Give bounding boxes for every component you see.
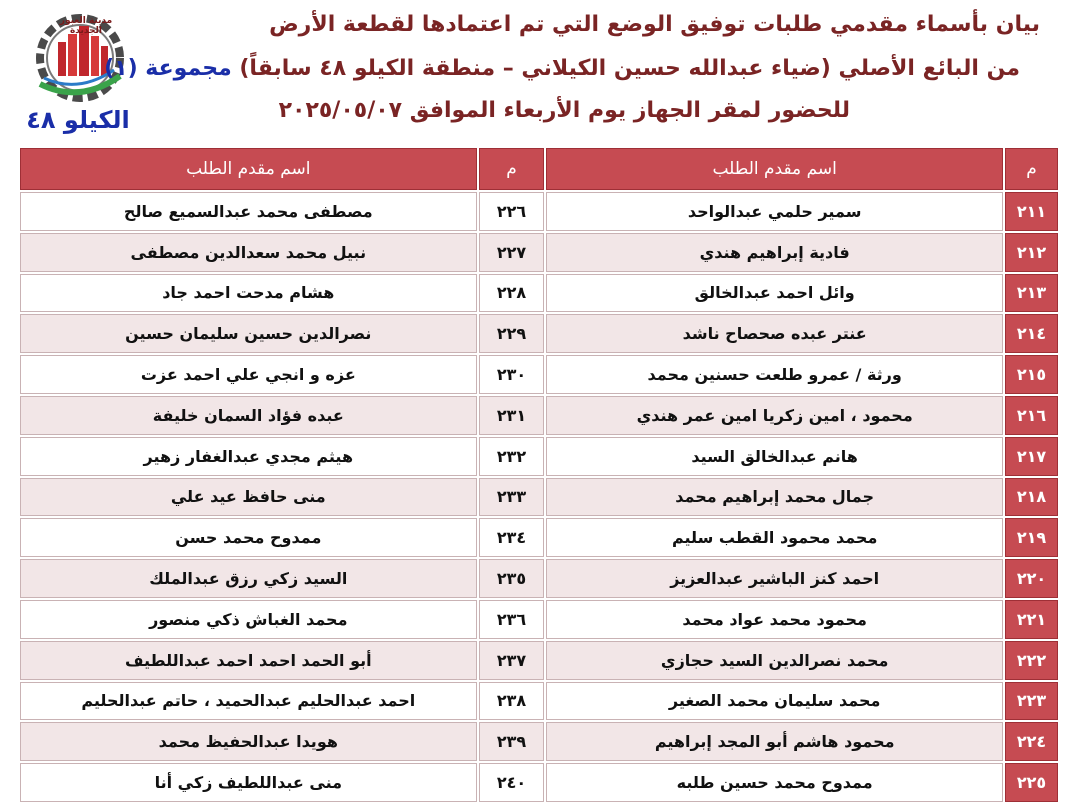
row-number-cell: ٢١٨: [1005, 478, 1058, 517]
table-row: [20, 478, 1058, 517]
column-header-number: م: [1005, 148, 1058, 190]
applicant-name-cell: السيد زكي رزق عبدالملك: [20, 559, 477, 598]
applicant-name-cell: جمال محمد إبراهيم محمد: [546, 478, 1003, 517]
row-number-cell: ٢٣٣: [479, 478, 545, 517]
applicant-name-cell: عبده فؤاد السمان خليفة: [20, 396, 477, 435]
table-row: [20, 559, 1058, 598]
applicant-name-cell: ممدوح محمد حسين طلبه: [546, 763, 1003, 802]
table-row: [20, 437, 1058, 476]
applicant-name-cell: عزه و انجي علي احمد عزت: [20, 355, 477, 394]
applicants-table-container: [18, 146, 1060, 804]
row-number-cell: ٢٢٦: [479, 192, 545, 231]
row-number-cell: ٢١٤: [1005, 314, 1058, 353]
table-header-row: [20, 148, 1058, 190]
row-number-cell: ٢٣٠: [479, 355, 545, 394]
row-number-cell: ٢٢٨: [479, 274, 545, 313]
row-number-cell: ٢٣١: [479, 396, 545, 435]
applicant-name-cell: احمد كنز الباشير عبدالعزيز: [546, 559, 1003, 598]
row-number-cell: ٢٢٤: [1005, 722, 1058, 761]
applicant-name-cell: ممدوح محمد حسن: [20, 518, 477, 557]
column-header-name: اسم مقدم الطلب: [20, 148, 477, 190]
table-row: [20, 192, 1058, 231]
applicants-table: [18, 146, 1060, 804]
applicant-name-cell: وائل احمد عبدالخالق: [546, 274, 1003, 313]
applicant-name-cell: عنتر عبده صحصاح ناشد: [546, 314, 1003, 353]
logo-caption: الكيلو ٤٨: [26, 106, 130, 134]
applicant-name-cell: محمد محمود القطب سليم: [546, 518, 1003, 557]
table-row: [20, 722, 1058, 761]
table-row: [20, 641, 1058, 680]
applicant-name-cell: محمد سليمان محمد الصغير: [546, 682, 1003, 721]
row-number-cell: ٢١١: [1005, 192, 1058, 231]
applicant-name-cell: هويدا عبدالحفيظ محمد: [20, 722, 477, 761]
column-header-name: اسم مقدم الطلب: [546, 148, 1003, 190]
applicant-name-cell: سمير حلمي عبدالواحد: [546, 192, 1003, 231]
table-row: [20, 355, 1058, 394]
row-number-cell: ٢٢١: [1005, 600, 1058, 639]
row-number-cell: ٢١٩: [1005, 518, 1058, 557]
table-row: [20, 233, 1058, 272]
applicant-name-cell: نبيل محمد سعدالدين مصطفى: [20, 233, 477, 272]
applicant-name-cell: فادية إبراهيم هندي: [546, 233, 1003, 272]
applicant-name-cell: هيثم مجدي عبدالغفار زهير: [20, 437, 477, 476]
row-number-cell: ٢٣٥: [479, 559, 545, 598]
logo-subtitle: مدينة العبور الجديدة: [59, 16, 113, 36]
applicant-name-cell: محمد الغباش ذكي منصور: [20, 600, 477, 639]
applicant-name-cell: محمود ، امين زكريا امين عمر هندي: [546, 396, 1003, 435]
applicant-name-cell: منى عبداللطيف زكي أنا: [20, 763, 477, 802]
table-row: [20, 763, 1058, 802]
table-row: [20, 682, 1058, 721]
row-number-cell: ٢١٥: [1005, 355, 1058, 394]
page-title-line-3: للحضور لمقر الجهاز يوم الأربعاء الموافق ٢٠٢٥/٠٥/٠٧: [278, 98, 850, 123]
row-number-cell: ٢٣٨: [479, 682, 545, 721]
applicant-name-cell: محمود محمد عواد محمد: [546, 600, 1003, 639]
table-row: [20, 396, 1058, 435]
row-number-cell: ٢٢٧: [479, 233, 545, 272]
row-number-cell: ٢٢٩: [479, 314, 545, 353]
column-header-number: م: [479, 148, 545, 190]
row-number-cell: ٢٤٠: [479, 763, 545, 802]
applicant-name-cell: هانم عبدالخالق السيد: [546, 437, 1003, 476]
group-label: مجموعة (١): [104, 56, 232, 81]
table-row: [20, 274, 1058, 313]
applicant-name-cell: نصرالدين حسين سليمان حسين: [20, 314, 477, 353]
row-number-cell: ٢٣٦: [479, 600, 545, 639]
row-number-cell: ٢٢٢: [1005, 641, 1058, 680]
row-number-cell: ٢٣٩: [479, 722, 545, 761]
applicant-name-cell: هشام مدحت احمد جاد: [20, 274, 477, 313]
page-title-line-1: بيان بأسماء مقدمي طلبات توفيق الوضع التي تم اعتمادها لقطعة الأرض: [269, 12, 1040, 37]
applicant-name-cell: منى حافظ عيد علي: [20, 478, 477, 517]
applicant-name-cell: مصطفى محمد عبدالسميع صالح: [20, 192, 477, 231]
table-row: [20, 518, 1058, 557]
seller-info: من البائع الأصلي (ضياء عبدالله حسين الكيلاني – منطقة الكيلو ٤٨ سابقاً): [239, 56, 1020, 81]
row-number-cell: ٢٣٤: [479, 518, 545, 557]
row-number-cell: ٢٣٢: [479, 437, 545, 476]
row-number-cell: ٢٣٧: [479, 641, 545, 680]
row-number-cell: ٢١٣: [1005, 274, 1058, 313]
applicant-name-cell: ورثة / عمرو طلعت حسنين محمد: [546, 355, 1003, 394]
table-row: [20, 314, 1058, 353]
row-number-cell: ٢١٧: [1005, 437, 1058, 476]
applicant-name-cell: احمد عبدالحليم عبدالحميد ، حاتم عبدالحليم: [20, 682, 477, 721]
table-row: [20, 600, 1058, 639]
applicant-name-cell: أبو الحمد احمد احمد عبداللطيف: [20, 641, 477, 680]
applicant-name-cell: محمود هاشم أبو المجد إبراهيم: [546, 722, 1003, 761]
row-number-cell: ٢٢٠: [1005, 559, 1058, 598]
row-number-cell: ٢٢٥: [1005, 763, 1058, 802]
applicant-name-cell: محمد نصرالدين السيد حجازي: [546, 641, 1003, 680]
table-body: [20, 192, 1058, 802]
page-title-line-2: [104, 56, 1020, 81]
document-header: [0, 0, 1080, 140]
row-number-cell: ٢١٢: [1005, 233, 1058, 272]
row-number-cell: ٢١٦: [1005, 396, 1058, 435]
row-number-cell: ٢٢٣: [1005, 682, 1058, 721]
